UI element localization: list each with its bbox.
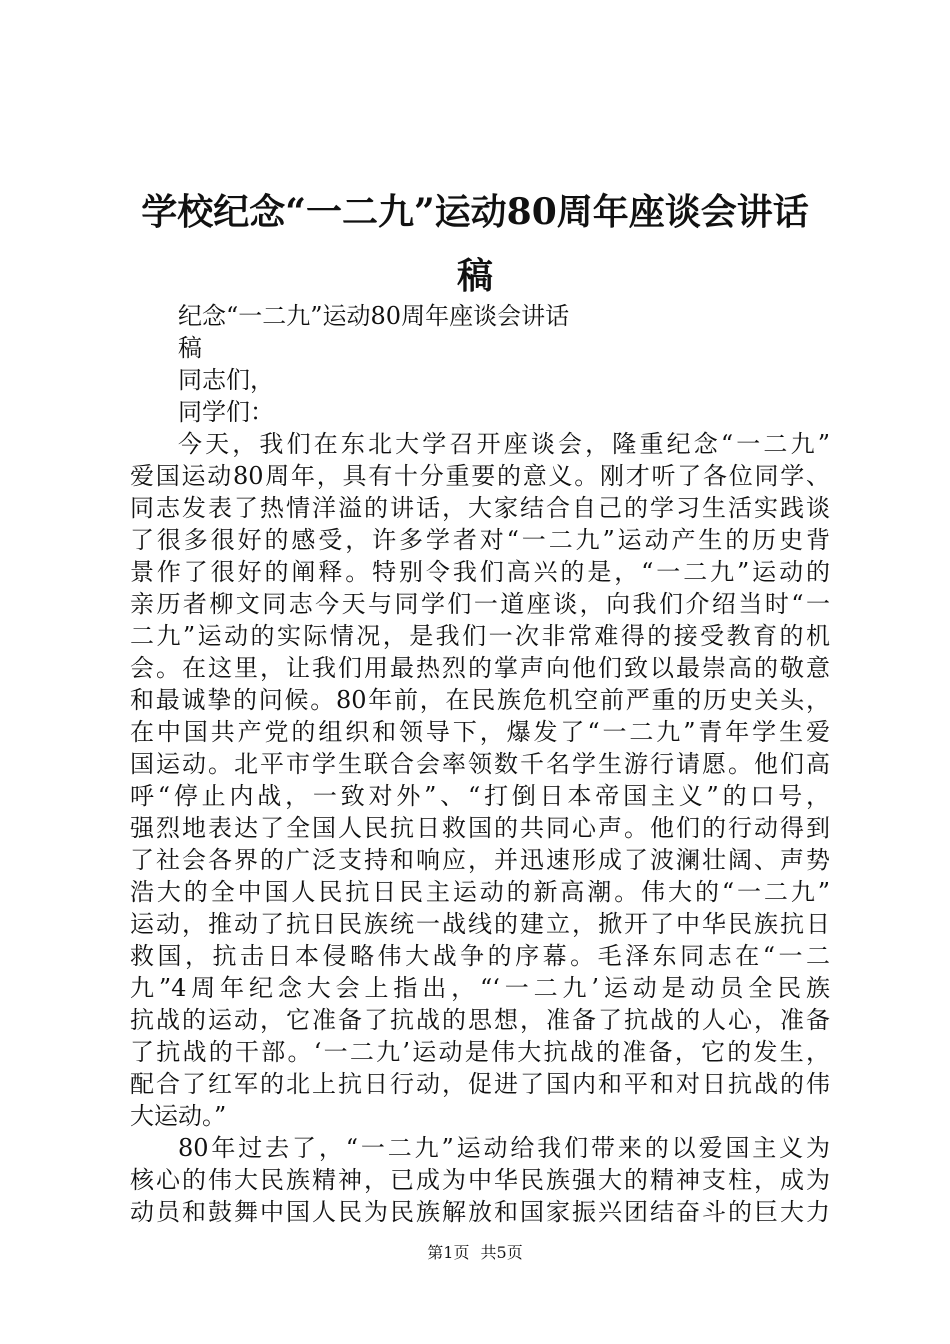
- body-line: 和最诚挚的问候。80年前，在民族危机空前严重的历史关头，: [130, 686, 830, 714]
- page-footer: [0, 1243, 950, 1263]
- body-line: 二九”运动的实际情况，是我们一次非常难得的接受教育的机: [130, 622, 830, 650]
- body-line: 纪念“一二九”运动80周年座谈会讲话: [178, 302, 570, 330]
- body-line: 运动，推动了抗日民族统一战线的建立，掀开了中华民族抗日: [130, 910, 830, 938]
- body-line: 80年过去了，“一二九”运动给我们带来的以爱国主义为: [178, 1134, 830, 1162]
- body-line: 了很多很好的感受，许多学者对“一二九”运动产生的历史背: [130, 526, 830, 554]
- body-line: 爱国运动80周年，具有十分重要的意义。刚才听了各位同学、: [130, 462, 830, 490]
- body-line: 了社会各界的广泛支持和响应，并迅速形成了波澜壮阔、声势: [130, 846, 830, 874]
- document-body: [130, 300, 830, 1228]
- body-line: 亲历者柳文同志今天与同学们一道座谈，向我们介绍当时“一: [130, 590, 830, 618]
- body-line: 了抗战的干部。‘一二九’运动是伟大抗战的准备，它的发生，: [130, 1038, 830, 1066]
- body-line: 浩大的全中国人民抗日民主运动的新高潮。伟大的“一二九”: [130, 878, 830, 906]
- title-line-2: 稿: [456, 255, 493, 297]
- body-line: 大运动。”: [130, 1102, 227, 1130]
- body-line: 同学们：: [178, 398, 274, 426]
- body-line: 稿: [178, 334, 202, 362]
- body-line: 动员和鼓舞中国人民为民族解放和国家振兴团结奋斗的巨大力: [130, 1198, 830, 1226]
- document-title: [110, 180, 840, 308]
- body-line: 会。在这里，让我们用最热烈的掌声向他们致以最崇高的敬意: [130, 654, 830, 682]
- body-line: 同志发表了热情洋溢的讲话，大家结合自己的学习生活实践谈: [130, 494, 830, 522]
- body-line: 配合了红军的北上抗日行动，促进了国内和平和对日抗战的伟: [130, 1070, 830, 1098]
- title-line-1: 学校纪念“一二九”运动80周年座谈会讲话: [141, 191, 809, 233]
- body-line: 呼“停止内战，一致对外”、“打倒日本帝国主义”的口号，: [130, 782, 830, 810]
- body-line: 九”4周年纪念大会上指出，“‘一二九’运动是动员全民族: [130, 974, 830, 1002]
- body-line: 同志们，: [178, 366, 274, 394]
- body-line: 抗战的运动，它准备了抗战的思想，准备了抗战的人心，准备: [130, 1006, 830, 1034]
- body-line: 在中国共产党的组织和领导下，爆发了“一二九”青年学生爱: [130, 718, 830, 746]
- page-total: 共5页: [480, 1243, 523, 1262]
- body-line: 国运动。北平市学生联合会率领数千名学生游行请愿。他们高: [130, 750, 830, 778]
- body-line: 景作了很好的阐释。特别令我们高兴的是，“一二九”运动的: [130, 558, 830, 586]
- body-line: 救国，抗击日本侵略伟大战争的序幕。毛泽东同志在“一二: [130, 942, 830, 970]
- body-line: 强烈地表达了全国人民抗日救国的共同心声。他们的行动得到: [130, 814, 830, 842]
- page-number: 第1页: [427, 1243, 470, 1262]
- body-line: 今天，我们在东北大学召开座谈会，隆重纪念“一二九”: [178, 430, 830, 458]
- body-line: 核心的伟大民族精神，已成为中华民族强大的精神支柱，成为: [130, 1166, 830, 1194]
